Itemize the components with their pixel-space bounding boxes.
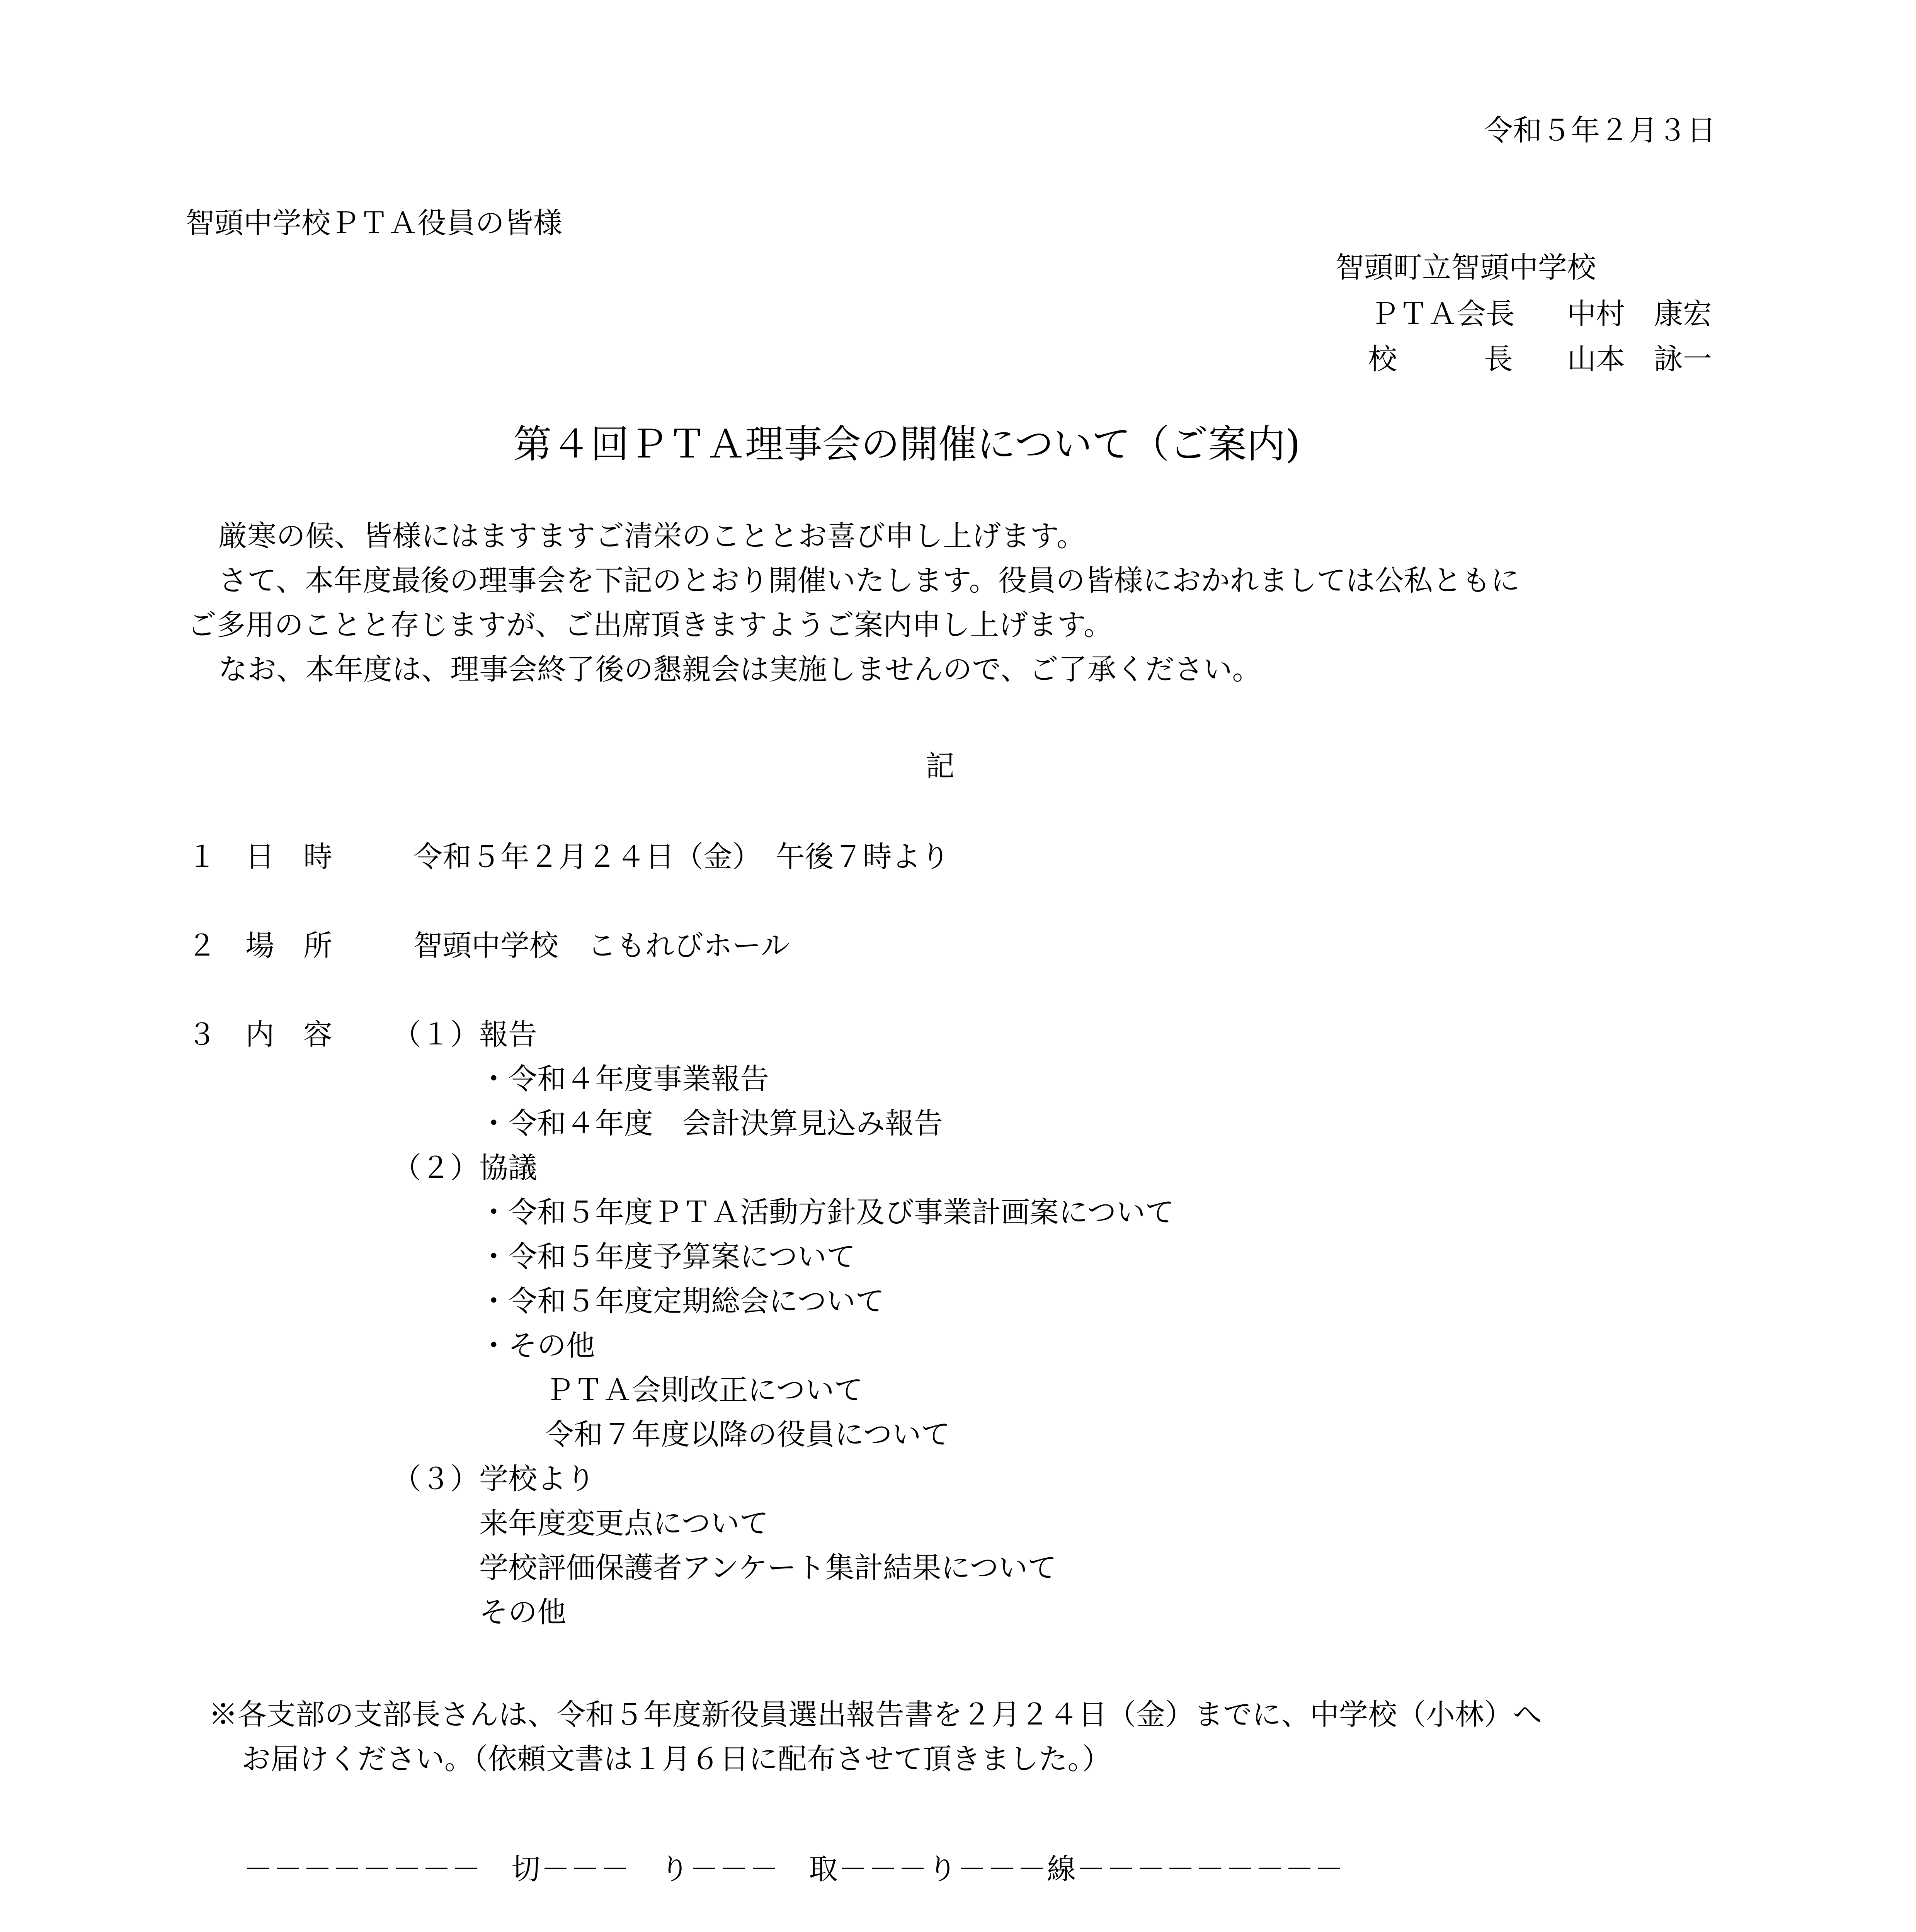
section-1-title: （１）報告 (392, 1017, 538, 1051)
sender-principal-title: 校 長 (1368, 342, 1513, 376)
body-paragraph-1: 厳寒の候、皆様にはますますご清栄のこととお喜び申し上げます。 (218, 519, 1086, 553)
sender-principal-name: 山本 詠一 (1567, 342, 1712, 376)
page-title: 第４回ＰＴＡ理事会の開催について（ご案内) (513, 422, 1301, 467)
section-1-item: ・令和４年度 会計決算見込み報告 (479, 1106, 943, 1140)
section-2-item: ・その他 (479, 1328, 596, 1362)
section-3-item: 来年度変更点について (479, 1506, 769, 1540)
ki-heading: 記 (926, 749, 955, 783)
section-2-item: ・令和５年度定期総会について (479, 1284, 885, 1318)
sender-organization: 智頭町立智頭中学校 (1335, 250, 1596, 284)
item-content-label: ３ 内 容 (187, 1017, 333, 1051)
section-3-item: その他 (479, 1595, 567, 1629)
sender-pta-name: 中村 康宏 (1567, 297, 1712, 331)
section-2-subitem: ＰＴＡ会則改正について (545, 1373, 863, 1407)
item-date-label: １ 日 時 (187, 840, 333, 874)
section-2-item: ・令和５年度ＰＴＡ活動方針及び事業計画案について (479, 1195, 1174, 1229)
document-date: 令和５年２月３日 (1484, 113, 1716, 147)
body-paragraph-2-line-1: さて、本年度最後の理事会を下記のとおり開催いたします。役員の皆様におかれましては公私ともに (218, 563, 1520, 597)
section-2-title: （２）協議 (392, 1151, 538, 1185)
item-date-value: 令和５年２月２４日（金） 午後７時より (413, 840, 950, 874)
section-2-subitem: 令和７年度以降の役員について (545, 1417, 950, 1451)
body-paragraph-3: なお、本年度は、理事会終了後の懇親会は実施しませんので、ご了承ください。 (218, 652, 1261, 686)
body-paragraph-2-line-2: ご多用のことと存じますが、ご出席頂きますようご案内申し上げます。 (187, 608, 1113, 642)
note-line-2: お届けください。（依頼文書は１月６日に配布させて頂きました。） (242, 1742, 1111, 1776)
section-2-item: ・令和５年度予算案について (479, 1240, 856, 1274)
note-line-1: ※各支部の支部長さんは、令和５年度新役員選出報告書を２月２４日（金）までに、中学校（小林）へ (209, 1697, 1542, 1731)
item-place-value: 智頭中学校 こもれびホール (413, 929, 790, 963)
section-3-title: （３）学校より (392, 1462, 596, 1496)
item-place-label: ２ 場 所 (187, 929, 333, 963)
cut-line: －－－－－－－－ 切－－－ り－－－ 取－－－り－－－線－－－－－－－－－ (243, 1852, 1345, 1886)
section-1-item: ・令和４年度事業報告 (479, 1062, 769, 1096)
section-3-item: 学校評価保護者アンケート集計結果について (479, 1551, 1057, 1585)
recipient: 智頭中学校ＰＴＡ役員の皆様 (185, 206, 563, 240)
sender-pta-title: ＰＴＡ会長 (1370, 297, 1515, 331)
